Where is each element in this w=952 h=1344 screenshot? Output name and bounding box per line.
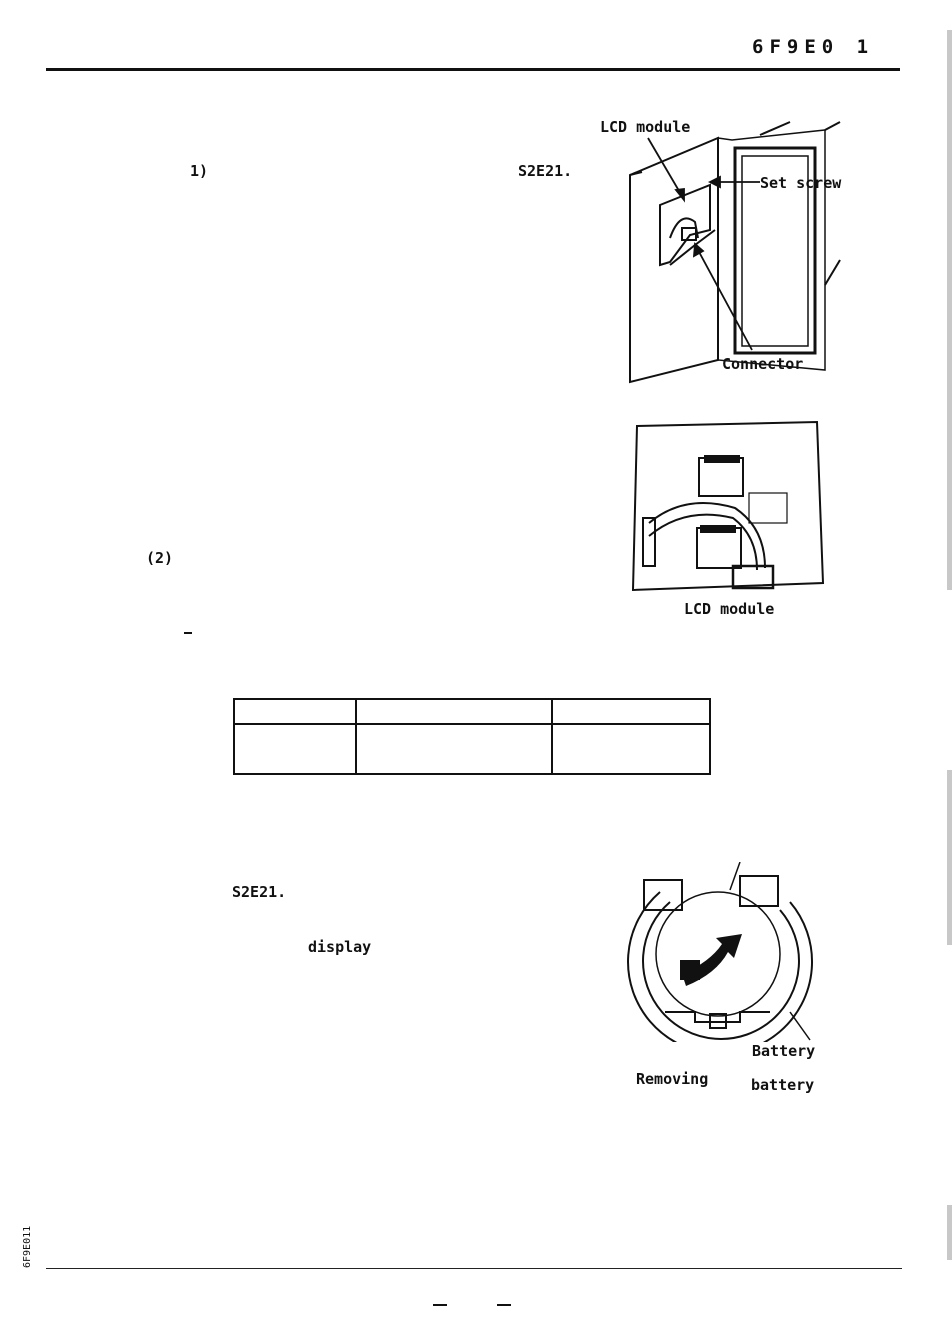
label-lcd-module: LCD module [600,118,691,136]
data-table [233,698,711,775]
figure-battery [620,862,815,1042]
figure-lcd-door [600,110,845,390]
table-row [234,699,710,724]
table-cell [356,724,552,774]
caption-lcd-module: LCD module [684,600,775,618]
dash-mark [184,632,192,634]
figure-lcd-board [625,418,825,603]
document-code: 6F9E0 1 [752,36,875,58]
margin-bar-top [947,30,952,590]
step-2-marker: (2) [146,549,174,567]
table-cell [552,699,710,724]
footer-rule [46,1268,902,1269]
margin-bar-bottom [947,1205,952,1260]
reference-bottom: S2E21. [232,883,287,901]
step-1-marker: 1) [190,162,209,180]
header-rule [46,68,900,71]
margin-vertical-code: 6F9E011 [22,1225,33,1268]
table-cell [552,724,710,774]
margin-bar-middle [947,770,952,945]
table-cell [234,699,356,724]
battery-drawing [620,862,815,1042]
table-row [234,724,710,774]
page-number-dash-right [497,1304,511,1306]
label-battery: Battery [752,1042,816,1060]
label-connector: Connector [722,355,804,373]
page-number-dash-left [433,1304,447,1306]
lcd-door-drawing [600,110,845,390]
caption-removing: Removing [636,1070,709,1088]
lcd-board-drawing [625,418,825,603]
display-word: display [308,938,372,956]
caption-battery: battery [751,1076,815,1094]
table-cell [234,724,356,774]
table-cell [356,699,552,724]
label-set-screw: Set screw [760,174,842,192]
reference-top: S2E21. [518,162,573,180]
